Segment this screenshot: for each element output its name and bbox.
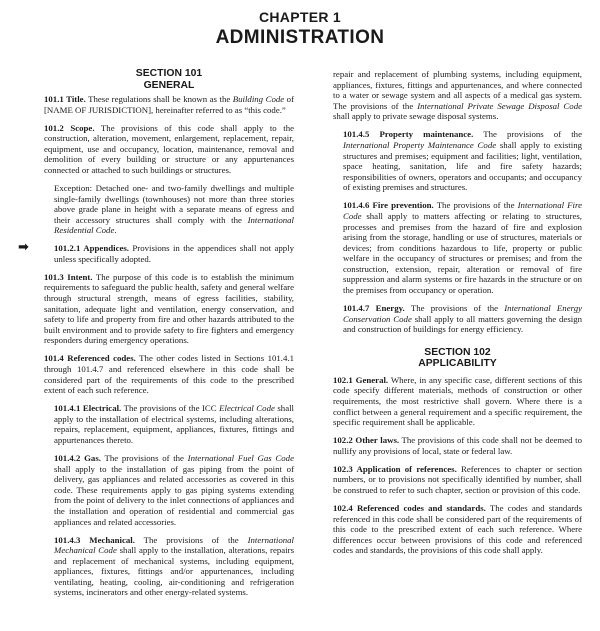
para-101-4-3-code-name: International Mechanical Code [54, 534, 294, 556]
section-102-name: APPLICABILITY [418, 358, 497, 370]
page-bottom-edge [0, 627, 600, 631]
para-101-4-5-text-a: The provisions of the [473, 129, 582, 140]
para-101-3 [44, 272, 294, 346]
para-101-4 [44, 353, 294, 395]
para-101-2-label: 101.2 Scope. [44, 122, 95, 133]
exception-text: Detached one- and two-family dwellings and multiple single-family dwellings (townhouses) not more than three stories above grade plane in height with a separate means of egress and their accessory structures shall comply with the [54, 182, 294, 225]
section-102-heading [333, 347, 582, 370]
exception-end: . [114, 225, 117, 236]
chapter-title: ADMINISTRATION [215, 27, 385, 48]
para-101-4-4-text-a: repair and replacement of plumbing systems, including equipment, appliances, fixtures, fittings and appurtenances, and where connected to a water or sewage system and all aspects of a medical gas system. The provisions of the [333, 69, 582, 111]
para-102-1 [333, 375, 582, 428]
para-101-4-7-label: 101.4.7 Energy. [343, 303, 405, 314]
para-101-4-2 [54, 453, 294, 527]
para-101-4-3-text-a: The provisions of the [134, 534, 248, 545]
section-102-number: SECTION 102 [424, 346, 491, 358]
para-102-3-text: References to chapter or section numbers, or to provisions not specifically identified by number, shall be construed to refer to such chapter, section or provision of this code. [333, 463, 583, 495]
para-101-4-3 [54, 535, 294, 599]
para-101-4-2-code-name: International Fuel Gas Code [187, 452, 294, 463]
para-101-2-1 [18, 240, 294, 264]
exception-note [54, 183, 294, 236]
para-101-4-text: The other codes listed in Sections 101.4.1 through 101.4.7 and referenced elsewhere in this code shall be considered part of the requirements of this code to the prescribed extent of each such reference. [44, 353, 295, 396]
para-102-4-text: The codes and standards referenced in this code shall be considered part of the requirements of this code to the prescribed extent of each such reference. Where differences occur between provisions of this code and referenced codes and standards, the provisions of this code shall apply. [333, 502, 582, 556]
para-101-4-7-text-a: The provisions of the [404, 303, 505, 314]
para-101-4-7 [343, 303, 582, 335]
para-101-4-5 [343, 129, 582, 193]
para-101-4-label: 101.4 Referenced codes. [44, 353, 136, 364]
para-101-4-4-code-name: International Private Sewage Disposal Code [417, 100, 582, 111]
para-101-4-6-text-b: shall apply to matters affecting or relating to structures, processes and premises from the hazard of fire and explosion arising from the storage, handling or use of structures, materials or devices; from conditions hazardous to life, property or public welfare in the occupancy of structures or premises; and from the construction, extension, repair, alteration or removal of fire suppression and alarm systems or fire hazards in the structure or on the premises from occupancy or operation. [343, 210, 582, 296]
para-101-4-2-label: 101.4.2 Gas. [54, 452, 101, 463]
para-101-4-3-text-b: shall apply to the installation, alterations, repairs and replacement of mechanical systems, including equipment, appliances, fixtures, fittings and/or appurtenances, including ventilating, heating, cooling, air-conditioning and refrigeration systems, incinerators and other energy-related systems. [54, 545, 294, 598]
para-101-2-1-label: 101.2.1 Appendices. [54, 243, 130, 254]
para-102-2-text: The provisions of this code shall not be deemed to nullify any provisions of local, state or federal law. [333, 435, 582, 456]
para-101-2-text: The provisions of this code shall apply to the construction, alteration, movement, enlargement, replacement, repair, equipment, use and occupancy, location, maintenance, removal and demolition of every building or structure or any appurtenances connected or attached to such buildings or structures. [44, 122, 294, 175]
para-101-1-text-b: of [NAME OF JURISDICTION], hereinafter referred to as “this code.” [44, 94, 294, 115]
exception-code-name: International Residential Code [54, 214, 294, 236]
para-101-2-1-text: Provisions in the appendices shall not apply unless specifically adopted. [54, 243, 294, 264]
para-101-4-7-text-b: shall apply to all matters governing the design and construction of buildings for energy efficiency. [343, 313, 582, 335]
para-101-2 [44, 123, 294, 176]
revision-arrow-icon: ➡ [18, 240, 29, 256]
para-101-4-1-label: 101.4.1 Electrical. [54, 403, 122, 414]
para-101-4-6 [343, 200, 582, 295]
right-column [333, 69, 582, 563]
para-101-4-4-continued [333, 69, 582, 122]
para-101-4-3-label: 101.4.3 Mechanical. [54, 534, 135, 545]
para-101-4-5-text-b: shall apply to existing structures and premises; equipment and facilities; light, ventilation, space heating, sanitation, life and fire safety hazards; responsibilities of owners, operators and occupants; and occupancy of existing premises and structures. [343, 139, 582, 193]
para-101-3-text: The purpose of this code is to establish the minimum requirements to safeguard the public health, safety and general welfare through structural strength, means of egress facilities, stability, sanitation, adequate light and ventilation, energy conservation, and safety to life and property from fire and other hazards attributed to the built environment and to provide safety to fire fighters and emergency responders during emergency operations. [44, 271, 294, 346]
section-101-number: SECTION 101 [135, 68, 203, 79]
para-101-4-2-text-b: shall apply to the installation of gas piping from the point of delivery, gas appliances and related accessories as covered in this code. These requirements apply to gas piping systems extending from the point of delivery to the inlet connections of appliances and the installation and operation of residential and commercial gas appliances and related accessories. [54, 463, 294, 527]
section-101-name: GENERAL [143, 79, 195, 91]
para-101-4-1-text-b: shall apply to the installation of electrical systems, including alterations, repairs, replacement, equipment, appliances, fixtures, fittings and appurtenances thereto. [54, 403, 294, 445]
para-101-4-1-code-name: Electrical Code [219, 403, 275, 414]
para-101-4-1 [54, 403, 294, 445]
para-101-1 [44, 94, 294, 115]
para-102-3-label: 102.3 Application of references. [333, 463, 457, 474]
para-101-4-6-code-name: International Fire Code [343, 200, 582, 221]
para-101-1-label: 101.1 Title. [44, 94, 86, 104]
para-101-4-5-code-name: International Property Maintenance Code [343, 139, 497, 150]
para-101-1-text-a: These regulations shall be known as the [85, 94, 233, 104]
para-102-2 [333, 435, 582, 456]
para-102-4-label: 102.4 Referenced codes and standards. [333, 502, 486, 513]
para-101-4-7-code-name: International Energy Conservation Code [343, 303, 583, 324]
para-102-1-text: Where, in any specific case, different sections of this code specify different materials, methods of construction or other requirements, the most restrictive shall govern. Where there is a conflict between a general requirement and a specific requirement, the specific requirement shall be applicable. [333, 374, 582, 428]
section-101-heading [44, 68, 294, 91]
para-101-4-1-text-a: The provisions of the ICC [121, 403, 220, 414]
exception-label: Exception: [54, 182, 93, 193]
para-102-3 [333, 464, 582, 496]
chapter-number: CHAPTER 1 [258, 9, 342, 25]
para-102-4 [333, 503, 582, 556]
para-101-4-5-label: 101.4.5 Property maintenance. [343, 129, 474, 140]
para-102-2-label: 102.2 Other laws. [333, 435, 400, 446]
para-101-4-6-label: 101.4.6 Fire prevention. [343, 200, 434, 211]
para-101-1-code-name: Building Code [232, 94, 285, 104]
para-102-1-label: 102.1 General. [333, 374, 389, 385]
left-column [18, 68, 295, 605]
para-101-4-6-text-a: The provisions of the [433, 200, 518, 211]
para-101-3-label: 101.3 Intent. [44, 271, 93, 282]
para-101-4-2-text-a: The provisions of the [100, 452, 188, 463]
para-101-4-4-text-b: shall apply to private sewage disposal systems. [333, 111, 499, 122]
